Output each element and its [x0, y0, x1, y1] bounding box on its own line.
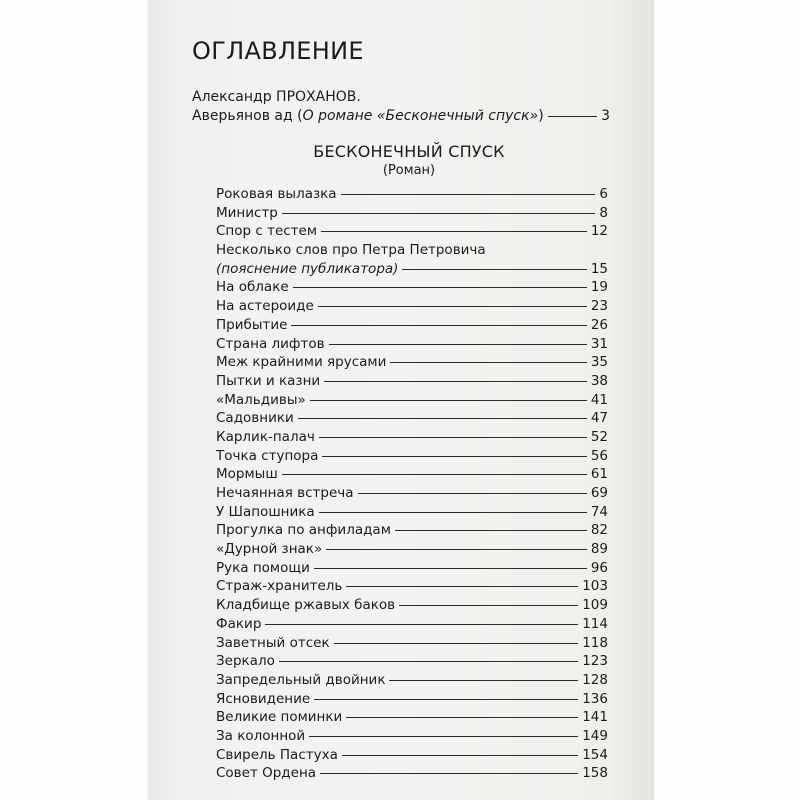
- dot-leader: [342, 755, 578, 756]
- list-item: [216, 185, 608, 204]
- dot-leader: [326, 549, 587, 550]
- preface-author: Александр ПРОХАНОВ.: [192, 89, 361, 105]
- novel-heading: [208, 142, 610, 179]
- preface-title-plain: Аверьянов ад (: [192, 108, 303, 124]
- chapter-title: Факир: [216, 615, 262, 632]
- chapter-title: Министр: [216, 204, 278, 221]
- list-item: [216, 764, 608, 783]
- list-item: [216, 671, 608, 690]
- page-number: 154: [582, 746, 608, 763]
- list-item: [216, 316, 608, 335]
- dot-leader: [314, 568, 587, 569]
- dot-leader: [389, 680, 578, 681]
- page-number: 89: [590, 541, 608, 558]
- chapter-title: Кладбище ржавых баков: [216, 597, 396, 614]
- list-item: [216, 391, 608, 410]
- chapter-title: Точка ступора: [216, 447, 319, 464]
- list-item: [216, 428, 608, 447]
- chapter-title: Свирель Пастуха: [216, 746, 338, 763]
- dot-leader: [341, 194, 596, 195]
- dot-leader: [358, 493, 587, 494]
- dot-leader: [282, 474, 587, 475]
- dot-leader: [309, 736, 578, 737]
- chapter-title: Страж-хранитель: [216, 578, 343, 595]
- preface-title: [192, 107, 544, 126]
- page-number: 41: [590, 391, 608, 408]
- list-item: [216, 690, 608, 709]
- dot-leader: [402, 269, 586, 270]
- page-number: 8: [599, 204, 608, 221]
- list-item: [216, 634, 608, 653]
- list-item: [216, 615, 608, 634]
- chapter-title: Мормыш: [216, 466, 278, 483]
- dot-leader: [334, 643, 579, 644]
- chapter-title: Несколько слов про Петра Петровича: [216, 242, 486, 259]
- page-number: 123: [582, 653, 608, 670]
- list-item: [216, 746, 608, 765]
- page-number: 61: [590, 466, 608, 483]
- chapter-title: Спор с тестем: [216, 223, 318, 240]
- list-item: [216, 409, 608, 428]
- toc-title: ОГЛАВЛЕНИЕ: [192, 37, 364, 65]
- page-number: 114: [582, 615, 608, 632]
- novel-title: БЕСКОНЕЧНЫЙ СПУСК: [313, 142, 505, 161]
- page-number: 103: [582, 578, 608, 595]
- dot-leader: [329, 344, 587, 345]
- page-number: 109: [582, 597, 608, 614]
- chapter-title: «Мальдивы»: [216, 391, 306, 408]
- chapter-title: Прибытие: [216, 316, 288, 333]
- list-item: [216, 447, 608, 466]
- chapter-title: Роковая вылазка: [216, 186, 337, 202]
- dot-leader: [322, 456, 586, 457]
- preface-entry: [192, 88, 610, 126]
- page-number: 158: [582, 765, 608, 782]
- book-page: [148, 0, 654, 800]
- page-number: 136: [582, 690, 608, 707]
- preface-title-close: ): [538, 108, 544, 124]
- chapter-title: Садовники: [216, 410, 294, 427]
- list-item: [216, 335, 608, 354]
- chapter-title: Карлик-палач: [216, 428, 315, 445]
- list-item: [216, 465, 608, 484]
- list-item: [216, 521, 608, 540]
- page-number: 96: [590, 559, 608, 576]
- list-item: [216, 577, 608, 596]
- list-item: [216, 222, 608, 241]
- preface-title-italic: О романе «Бесконечный спуск»: [302, 108, 539, 124]
- list-item: [216, 559, 608, 578]
- list-item: [216, 353, 608, 372]
- dot-leader: [324, 381, 587, 382]
- chapter-title: Ясновидение: [216, 690, 311, 707]
- chapter-title: Совет Ордена: [216, 765, 317, 782]
- dot-leader: [320, 773, 578, 774]
- chapter-title: Великие поминки: [216, 709, 343, 726]
- chapter-row: [216, 260, 608, 279]
- chapter-title: На астероиде: [216, 298, 314, 315]
- chapter-title: Прогулка по анфиладам: [216, 522, 391, 539]
- dot-leader: [291, 325, 586, 326]
- dot-leader: [319, 437, 587, 438]
- list-item: [216, 596, 608, 615]
- list-item: [216, 204, 608, 223]
- page-number: 52: [590, 428, 608, 445]
- chapter-title: Зеркало: [216, 653, 275, 670]
- page-number: 38: [590, 372, 608, 389]
- dot-leader: [346, 717, 578, 718]
- dot-leader: [346, 586, 578, 587]
- dot-leader: [265, 624, 578, 625]
- list-item: [216, 503, 608, 522]
- page-number: 47: [590, 410, 608, 427]
- dot-leader: [319, 512, 587, 513]
- list-item: [216, 727, 608, 746]
- chapter-subtitle: (пояснение публикатора): [216, 260, 399, 277]
- dot-leader: [314, 699, 578, 700]
- page-number: 23: [590, 298, 608, 315]
- list-item: [216, 652, 608, 671]
- table-of-contents: [192, 36, 610, 783]
- chapter-title: Страна лифтов: [216, 335, 325, 352]
- page-number: 149: [582, 727, 608, 744]
- list-item: [216, 708, 608, 727]
- page-number: 118: [582, 634, 608, 651]
- chapter-title: Запредельный двойник: [216, 671, 386, 688]
- list-item: [216, 297, 608, 316]
- chapter-title: Пытки и казни: [216, 372, 321, 389]
- chapter-title: Нечаянная встреча: [216, 485, 354, 502]
- page-number: 82: [590, 522, 608, 539]
- chapter-title: Заветный отсек: [216, 634, 330, 651]
- page-number: 6: [599, 186, 608, 202]
- dot-leader: [282, 213, 596, 214]
- dot-leader: [395, 530, 587, 531]
- list-item: [216, 540, 608, 559]
- chapter-title: Рука помощи: [216, 559, 310, 576]
- chapter-list: [216, 185, 608, 783]
- list-item: [216, 372, 608, 391]
- dot-leader: [390, 362, 586, 363]
- dot-leader: [548, 116, 597, 117]
- page-number: 31: [590, 335, 608, 352]
- dot-leader: [310, 400, 587, 401]
- dot-leader: [321, 231, 587, 232]
- page-number: 141: [582, 709, 608, 726]
- page-number: 56: [590, 447, 608, 464]
- page-number: 19: [590, 279, 608, 296]
- dot-leader: [318, 306, 587, 307]
- dot-leader: [279, 661, 578, 662]
- chapter-title: «Дурной знак»: [216, 541, 323, 558]
- page-number: 26: [590, 316, 608, 333]
- preface-title-row: [192, 107, 610, 126]
- dot-leader: [293, 287, 587, 288]
- page-number: 3: [601, 108, 610, 124]
- page-number: 12: [590, 223, 608, 240]
- dot-leader: [298, 418, 587, 419]
- list-item: [216, 484, 608, 503]
- chapter-title: У Шапошника: [216, 503, 315, 520]
- list-item: [216, 278, 608, 297]
- chapter-title: Меж крайними ярусами: [216, 354, 387, 371]
- novel-subtitle: (Роман): [382, 163, 436, 178]
- page-number: 128: [582, 671, 608, 688]
- page-number: 69: [590, 485, 608, 502]
- page-number: 74: [590, 503, 608, 520]
- list-item: [216, 241, 608, 278]
- page-number: 35: [590, 354, 608, 371]
- chapter-title: За колонной: [216, 727, 306, 744]
- dot-leader: [399, 605, 578, 606]
- chapter-title: На облаке: [216, 279, 289, 296]
- page-number: 15: [590, 260, 608, 277]
